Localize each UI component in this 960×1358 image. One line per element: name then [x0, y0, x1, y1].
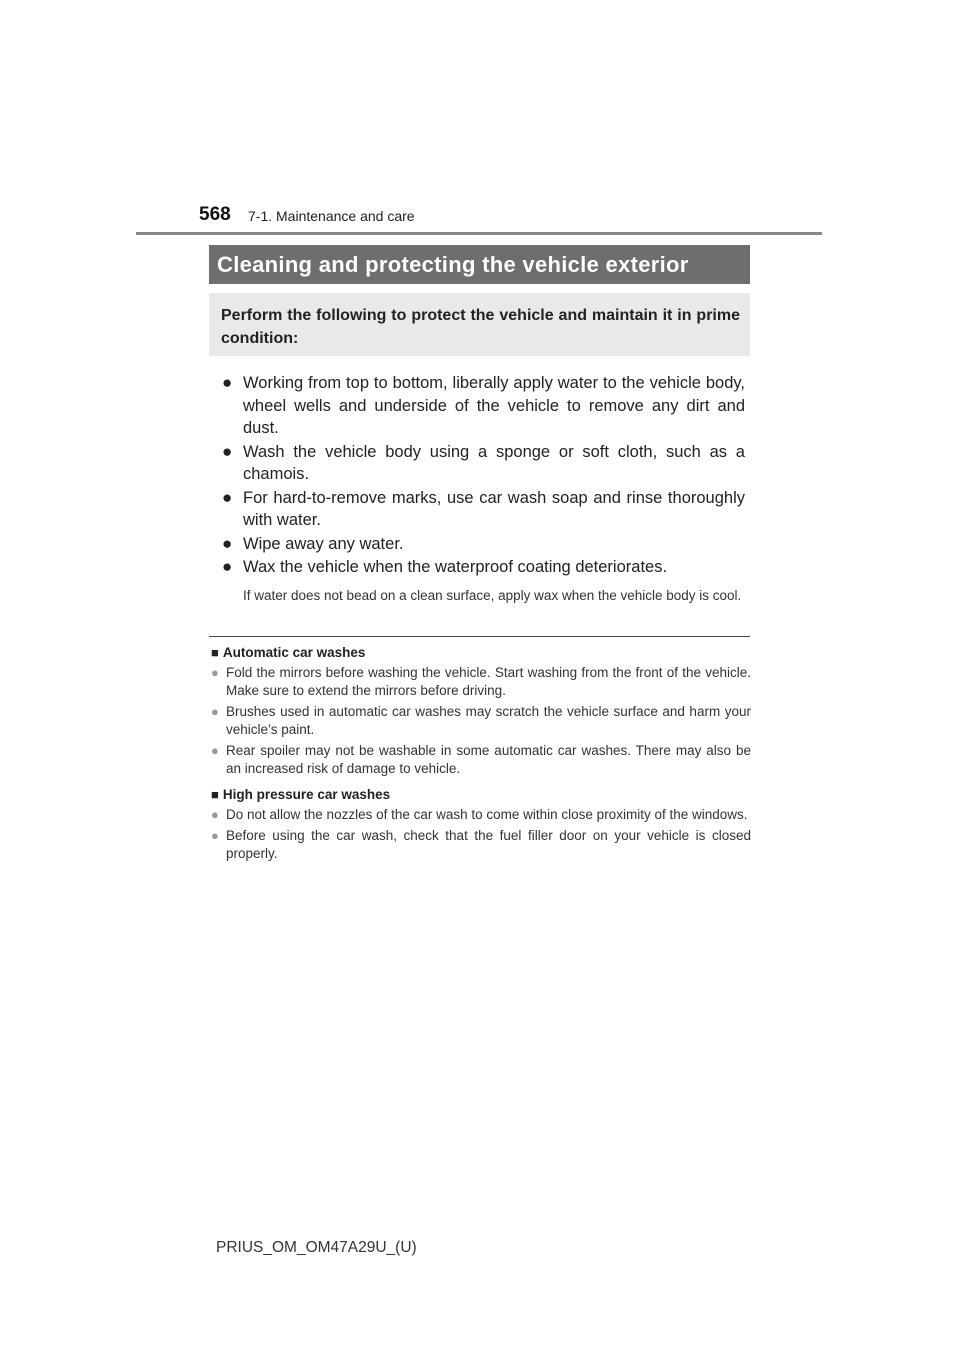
list-item-text: Brushes used in automatic car washes may scratch the vehicle surface and harm your vehicle’s paint.: [226, 704, 751, 737]
bullet-icon: ●: [211, 704, 219, 719]
intro-text: Perform the following to protect the vehicle and maintain it in prime condition:: [221, 307, 740, 347]
high-pressure-car-washes-section: [211, 786, 751, 866]
list-item: [211, 806, 751, 824]
bullet-icon: ●: [222, 441, 233, 461]
list-item-text: Before using the car wash, check that the fuel filler door on your vehicle is closed properly.: [226, 828, 751, 861]
bullet-icon: ●: [211, 665, 219, 680]
list-item: [222, 441, 745, 486]
subsection-heading: [211, 786, 751, 804]
bullet-icon: ●: [222, 487, 233, 507]
subsection-heading-text: Automatic car washes: [222, 645, 366, 660]
subsection-list: [211, 664, 751, 778]
list-item-text: Wax the vehicle when the waterproof coating deteriorates.: [243, 558, 668, 576]
bullet-icon: ●: [222, 557, 233, 576]
list-item: [211, 703, 751, 739]
list-item-text: Do not allow the nozzles of the car wash to come within close proximity of the windows.: [226, 807, 748, 822]
bullet-icon: ●: [222, 533, 233, 553]
bullet-icon: ●: [211, 743, 219, 758]
bullet-icon: ●: [222, 373, 233, 392]
list-item-text: For hard-to-remove marks, use car wash soap and rinse thoroughly with water.: [243, 488, 745, 529]
page-number: 568: [199, 204, 231, 225]
list-item-text: Wash the vehicle body using a sponge or soft cloth, such as a chamois.: [243, 442, 745, 483]
intro-box: [209, 293, 750, 356]
automatic-car-washes-section: [211, 644, 751, 781]
bullet-icon: ●: [211, 828, 219, 843]
page-title: Cleaning and protecting the vehicle exterior: [209, 245, 750, 284]
list-item: [222, 556, 745, 579]
list-item-text: Rear spoiler may not be washable in some automatic car washes. There may also be an increased risk of damage to vehicle.: [226, 743, 751, 776]
wax-note: If water does not bead on a clean surface, apply wax when the vehicle body is cool.: [243, 588, 742, 603]
list-item: [222, 533, 745, 556]
header-divider: [136, 232, 822, 235]
list-item: [222, 372, 745, 440]
list-item-text: Wipe away any water.: [243, 534, 404, 553]
subsection-heading: [211, 644, 751, 662]
list-item: [211, 827, 751, 863]
subsection-heading-text: High pressure car washes: [222, 787, 391, 802]
main-bullet-list: [222, 372, 745, 580]
list-item: [211, 742, 751, 778]
section-divider: [209, 636, 750, 637]
section-label: 7-1. Maintenance and care: [248, 208, 415, 224]
list-item-text: Fold the mirrors before washing the vehicle. Start washing from the front of the vehicle. Make sure to extend the mirrors before driving.: [226, 665, 751, 698]
subsection-list: [211, 806, 751, 863]
list-item: [222, 487, 745, 532]
square-bullet-icon: ■: [211, 645, 219, 660]
list-item: [211, 664, 751, 700]
square-bullet-icon: ■: [211, 787, 219, 802]
document-footer: PRIUS_OM_OM47A29U_(U): [216, 1239, 417, 1256]
bullet-icon: ●: [211, 807, 219, 822]
list-item-text: Working from top to bottom, liberally apply water to the vehicle body, wheel wells and underside of the vehicle to remove any dirt and dust.: [243, 374, 745, 437]
